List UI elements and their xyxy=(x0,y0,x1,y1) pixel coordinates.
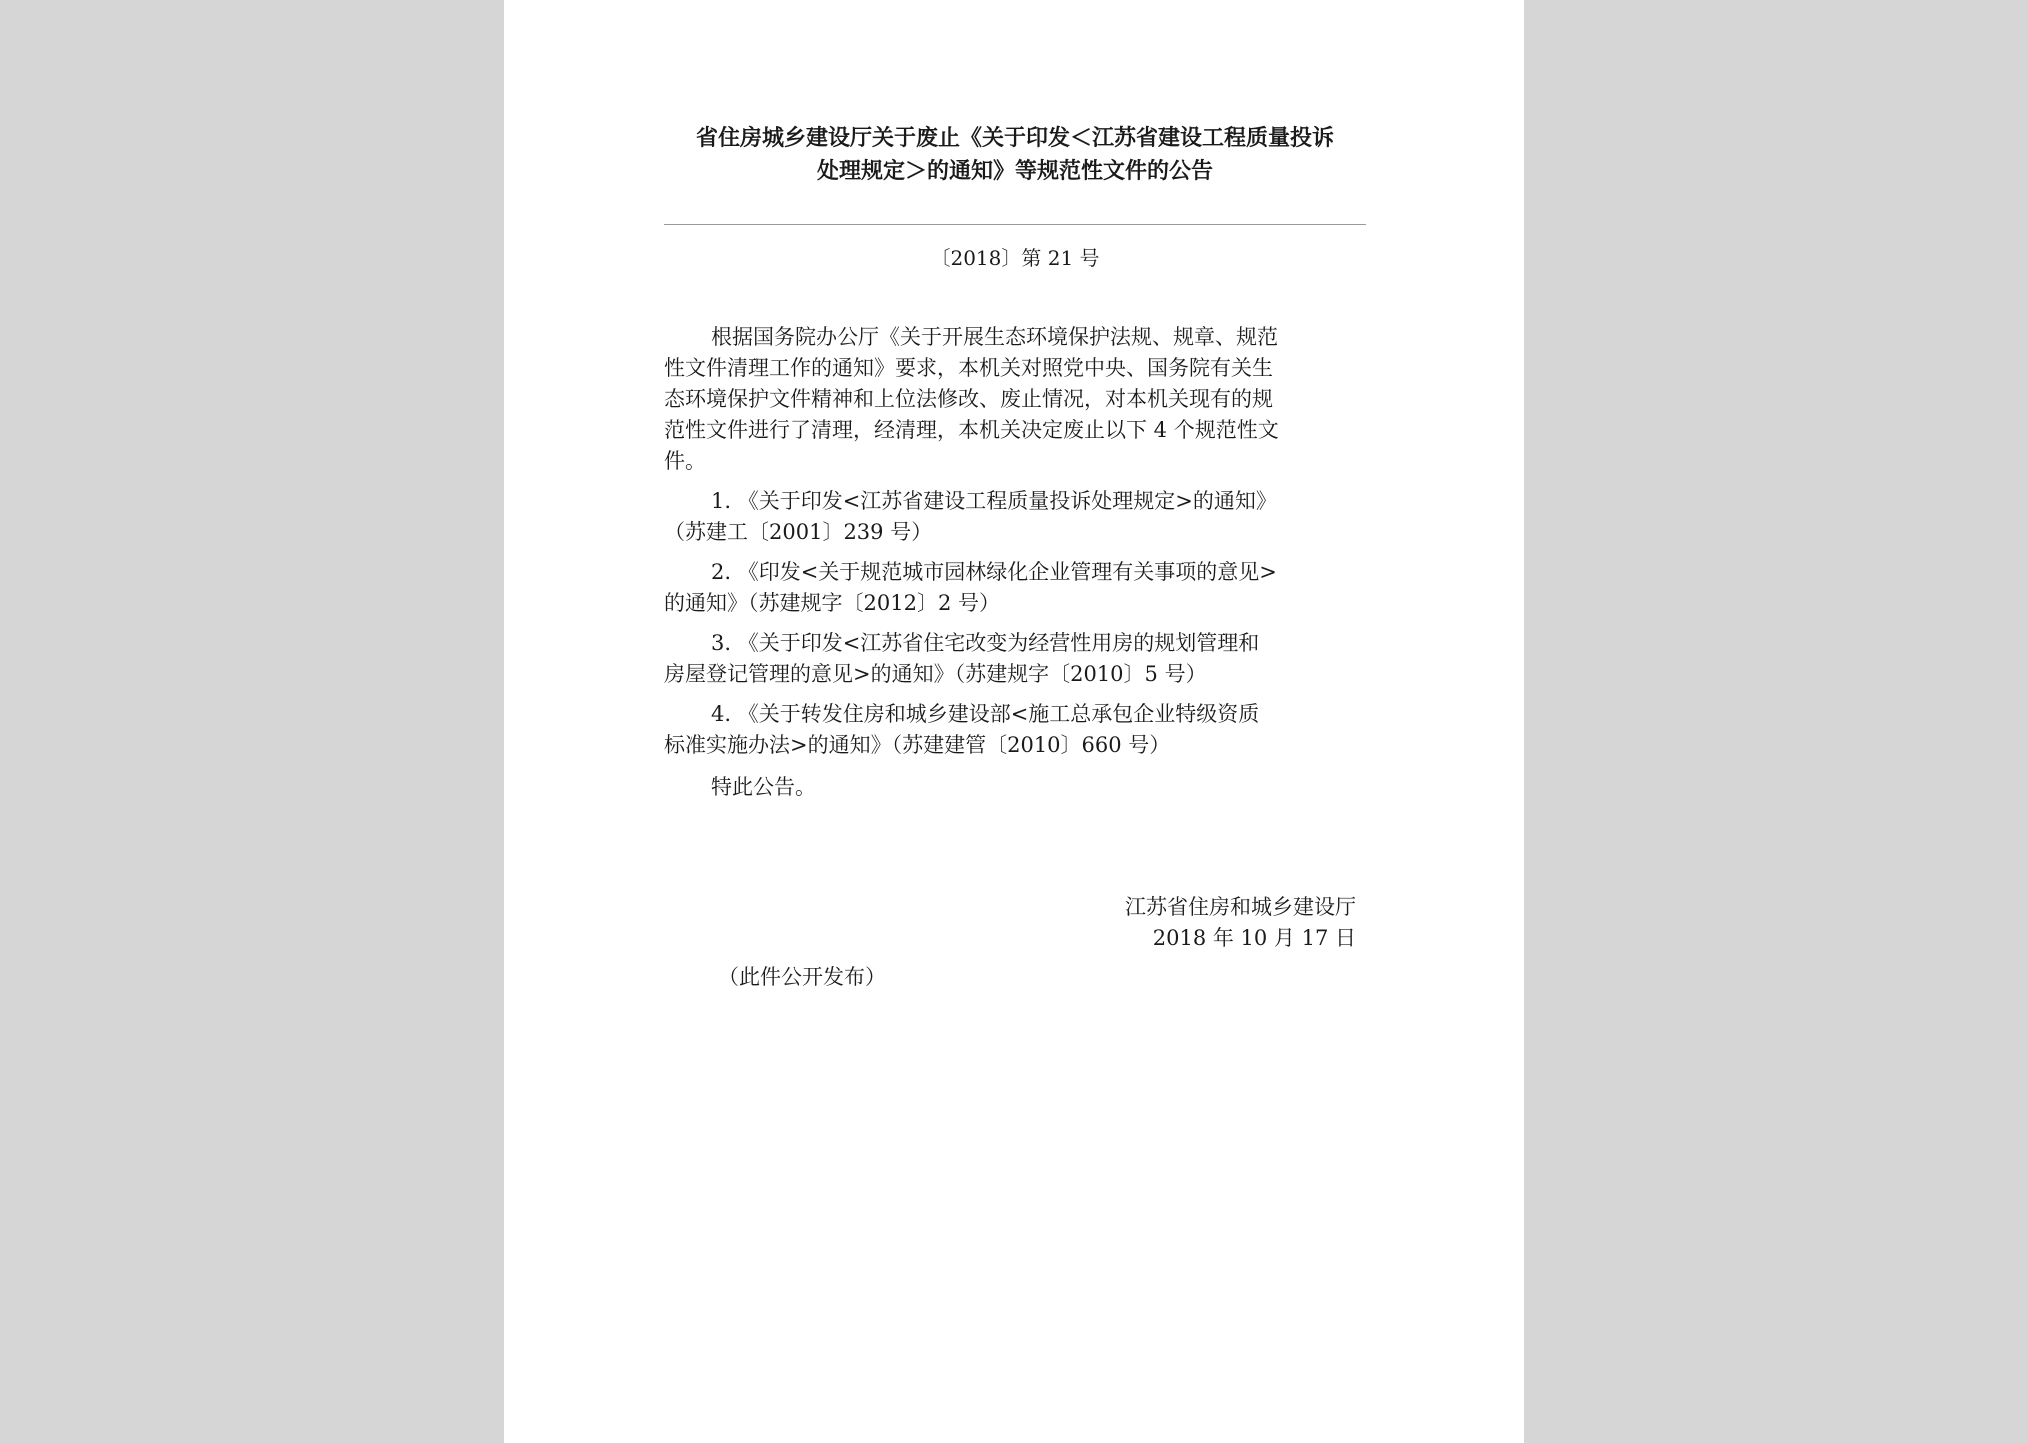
intro-line: 范性文件进行了清理，经清理，本机关决定废止以下 4 个规范性文 xyxy=(664,418,1279,442)
item-line: （苏建工〔2001〕239 号） xyxy=(664,520,933,544)
intro-line: 态环境保护文件精神和上位法修改、废止情况，对本机关现有的规 xyxy=(664,387,1273,411)
title-line-2: 处理规定＞的通知》等规范性文件的公告 xyxy=(816,159,1213,184)
title-divider xyxy=(664,224,1366,225)
document-title xyxy=(662,122,1368,188)
item-line: 标准实施办法>的通知》（苏建建管〔2010〕660 号） xyxy=(664,733,1171,757)
closing-statement: 特此公告。 xyxy=(711,775,816,799)
document-page xyxy=(504,0,1524,1443)
repealed-item-3 xyxy=(664,628,1372,690)
document-body xyxy=(664,322,1372,761)
public-release-note: （此件公开发布） xyxy=(718,965,886,989)
item-line: 3. 《关于印发<江苏省住宅改变为经营性用房的规划管理和 xyxy=(711,631,1260,655)
item-line: 的通知》（苏建规字〔2012〕2 号） xyxy=(664,591,1000,615)
repealed-item-2 xyxy=(664,557,1372,619)
item-line: 1. 《关于印发<江苏省建设工程质量投诉处理规定>的通知》 xyxy=(711,489,1277,513)
intro-line: 件。 xyxy=(664,449,706,473)
item-line: 2. 《印发<关于规范城市园林绿化企业管理有关事项的意见> xyxy=(711,560,1277,584)
document-number: 〔2018〕第 21 号 xyxy=(930,246,1100,270)
item-line: 房屋登记管理的意见>的通知》（苏建规字〔2010〕5 号） xyxy=(664,662,1207,686)
item-line: 4. 《关于转发住房和城乡建设部<施工总承包企业特级资质 xyxy=(711,702,1260,726)
issuing-organization: 江苏省住房和城乡建设厅 xyxy=(1125,895,1356,919)
intro-line: 根据国务院办公厅《关于开展生态环境保护法规、规章、规范 xyxy=(711,325,1278,349)
signature-block xyxy=(1125,892,1356,954)
intro-line: 性文件清理工作的通知》要求，本机关对照党中央、国务院有关生 xyxy=(664,356,1273,380)
issue-date: 2018 年 10 月 17 日 xyxy=(1152,926,1356,950)
intro-paragraph xyxy=(664,322,1372,477)
repealed-item-4 xyxy=(664,699,1372,761)
title-line-1: 省住房城乡建设厅关于废止《关于印发＜江苏省建设工程质量投诉 xyxy=(695,126,1334,151)
repealed-item-1 xyxy=(664,486,1372,548)
